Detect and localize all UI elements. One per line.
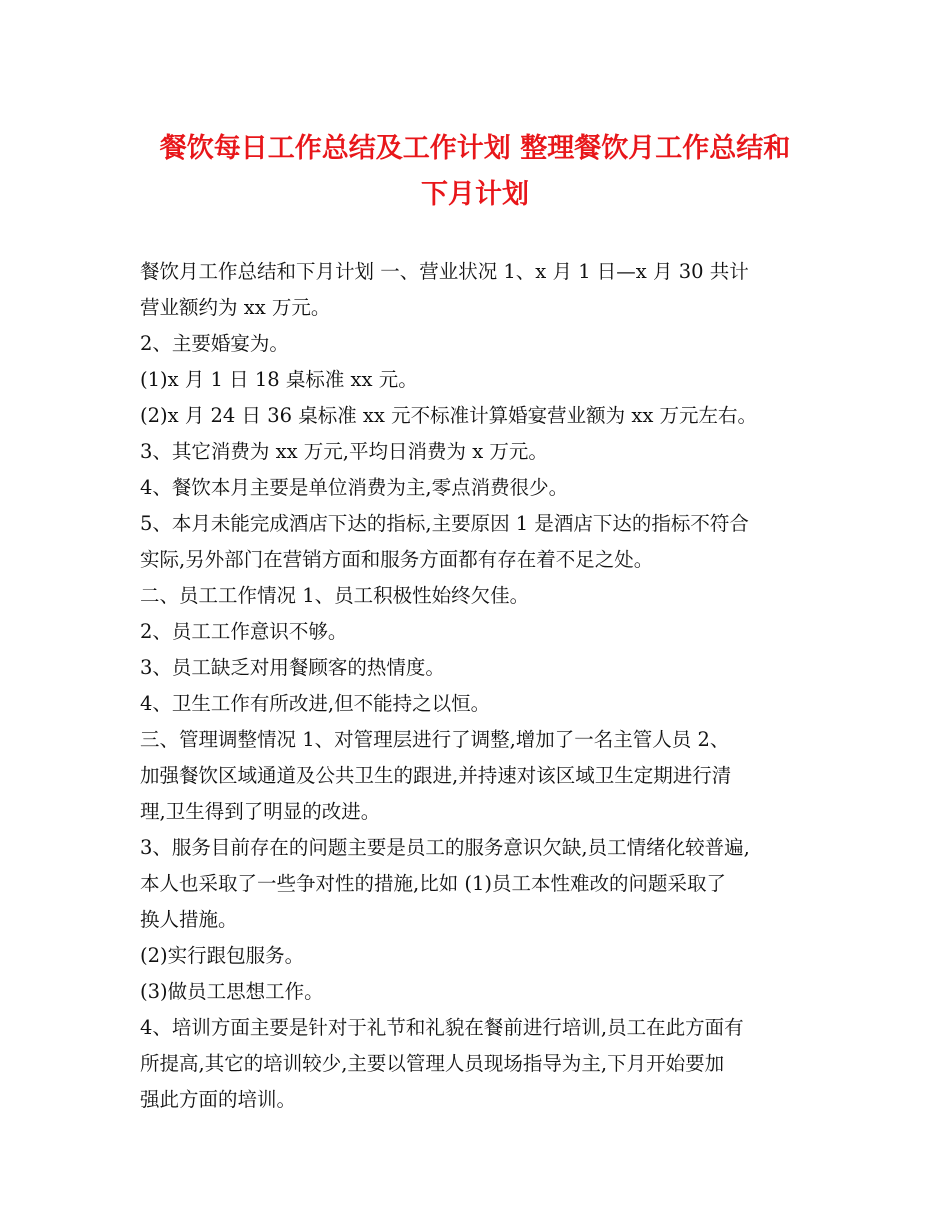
body-line: 营业额约为 xx 万元。: [140, 296, 331, 319]
body-line: 本人也采取了一些争对性的措施,比如 (1)员工本性难改的问题采取了: [140, 872, 727, 895]
body-line: 5、本月未能完成酒店下达的指标,主要原因 1 是酒店下达的指标不符合: [140, 512, 749, 535]
document-title: [120, 126, 830, 218]
body-line: 二、员工工作情况 1、员工积极性始终欠佳。: [140, 584, 530, 607]
body-line: (2)实行跟包服务。: [140, 944, 305, 967]
document-body: [140, 254, 830, 1118]
body-line: (3)做员工思想工作。: [140, 980, 324, 1003]
body-line: 理,卫生得到了明显的改进。: [140, 800, 381, 823]
body-line: (2)x 月 24 日 36 桌标准 xx 元不标准计算婚宴营业额为 xx 万元左右。: [140, 404, 758, 427]
body-line: 实际,另外部门在营销方面和服务方面都有存在着不足之处。: [140, 548, 654, 571]
body-line: 4、卫生工作有所改进,但不能持之以恒。: [140, 692, 491, 715]
body-line: 3、服务目前存在的问题主要是员工的服务意识欠缺,员工情绪化较普遍,: [140, 836, 750, 859]
body-line: 3、员工缺乏对用餐顾客的热情度。: [140, 656, 445, 679]
body-line: 2、主要婚宴为。: [140, 332, 289, 355]
title-line: 餐饮每日工作总结及工作计划 整理餐饮月工作总结和: [159, 133, 791, 164]
body-line: 强此方面的培训。: [140, 1088, 297, 1111]
body-line: 4、培训方面主要是针对于礼节和礼貌在餐前进行培训,员工在此方面有: [140, 1016, 744, 1039]
body-line: 换人措施。: [140, 908, 238, 931]
body-line: 餐饮月工作总结和下月计划 一、营业状况 1、x 月 1 日—x 月 30 共计: [140, 260, 749, 283]
body-line: 三、管理调整情况 1、对管理层进行了调整,增加了一名主管人员 2、: [140, 728, 730, 751]
body-line: 4、餐饮本月主要是单位消费为主,零点消费很少。: [140, 476, 569, 499]
body-line: (1)x 月 1 日 18 桌标准 xx 元。: [140, 368, 418, 391]
body-line: 所提高,其它的培训较少,主要以管理人员现场指导为主,下月开始要加: [140, 1052, 725, 1075]
title-line: 下月计划: [421, 179, 529, 210]
body-line: 加强餐饮区域通道及公共卫生的跟进,并持速对该区域卫生定期进行清: [140, 764, 732, 787]
body-line: 3、其它消费为 xx 万元,平均日消费为 x 万元。: [140, 440, 548, 463]
body-line: 2、员工工作意识不够。: [140, 620, 348, 643]
